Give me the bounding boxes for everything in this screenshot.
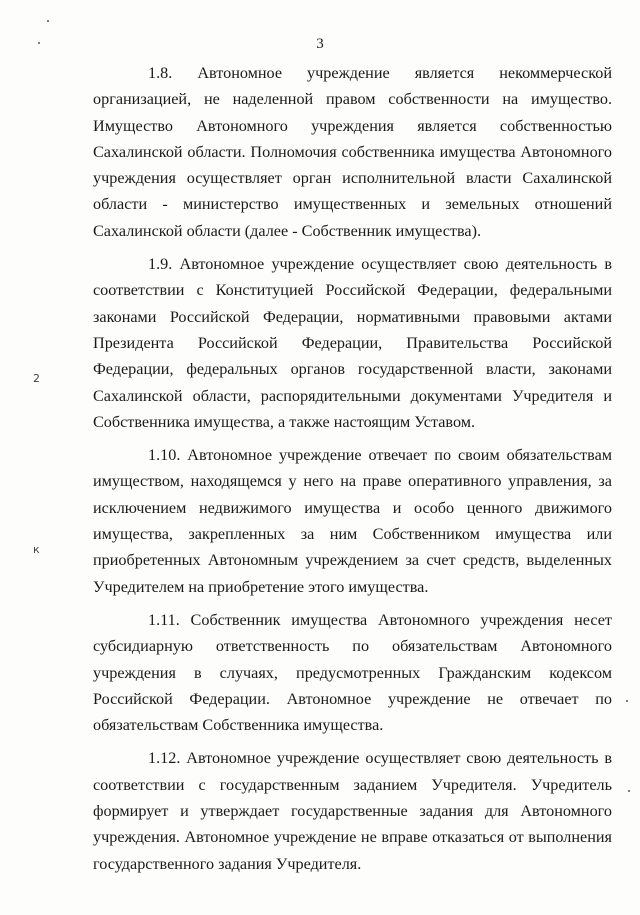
scan-speck — [628, 790, 630, 792]
paragraph-1-9: 1.9. Автономное учреждение осуществляет свою деятельность в соответствии с Конституцией Российской Федерации, федеральными законами Российской Федерации, нормативными правовыми актами Президента Российской Федерации, Правительства Российской Федерации, федеральных органов государственной власти, законами Сахалинской области, распорядительными документами Учредителя и Собственника имущества, а также настоящим Уставом. — [93, 255, 612, 431]
document-body — [93, 60, 612, 884]
scan-speck — [47, 20, 49, 22]
margin-mark: 2 — [33, 372, 40, 385]
paragraph-1-12: 1.12. Автономное учреждение осуществляет свою деятельность в соответствии с государственным заданием Учредителя. Учредитель формирует и утверждает государственные задания для Автономного учреждения. Автономное учреждение не вправе отказаться от выполнения государственного задания Учредителя. — [93, 749, 612, 873]
page-number: 3 — [316, 36, 324, 52]
margin-mark: к — [33, 543, 40, 556]
paragraph-1-8: 1.8. Автономное учреждение является некоммерческой организацией, не наделенной правом собственности на имущество. Имущество Автономного учреждения является собственностью Сахалинской области. Полномочия собственника имущества Автономного учреждения осуществляет орган исполнительной власти Сахалинской области - министерство имущественных и земельных отношений Сахалинской области (далее - Собственник имущества). — [93, 64, 612, 240]
paragraph-1-11: 1.11. Собственник имущества Автономного учреждения несет субсидиарную ответственность по обязательствам Автономного учреждения в случаях, предусмотренных Гражданским кодексом Российской Федерации. Автономное учреждение не отвечает по обязательствам Собственника имущества. — [93, 610, 612, 735]
paragraph-1-10: 1.10. Автономное учреждение отвечает по своим обязательствам имуществом, находящемся у него на праве оперативного управления, за исключением недвижимого имущества и особо ценного движимого имущества, закрепленных за ним Собственником имущества или приобретенных Автономным учреждением за счет средств, выделенных Учредителем на приобретение этого имущества. — [93, 446, 612, 596]
scan-speck — [38, 42, 40, 44]
scan-speck — [626, 700, 628, 702]
